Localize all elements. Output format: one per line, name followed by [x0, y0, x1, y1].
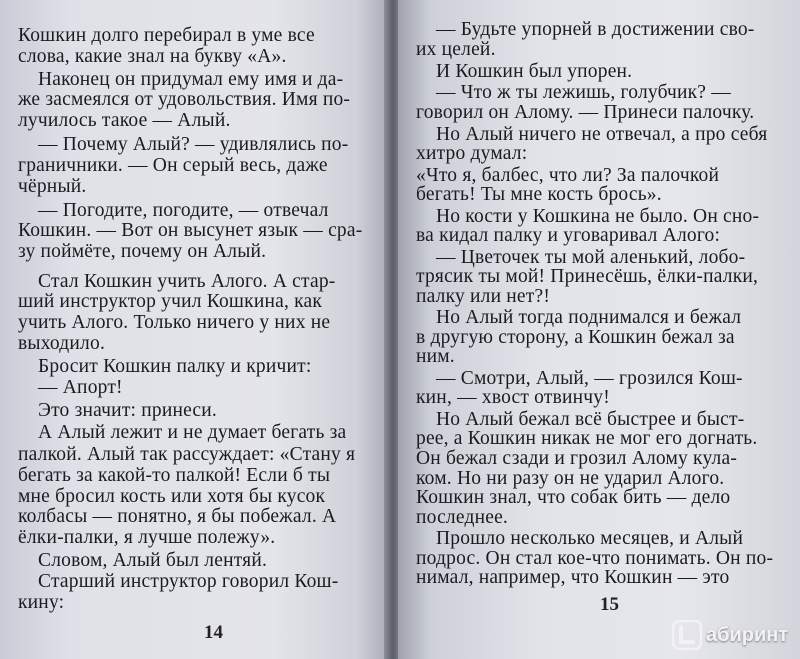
right-page-text-line: — Смотри, Алый, — грозился Кош- [436, 368, 743, 389]
left-page-text-line: Кошкин. — Вот он высунет язык — сра- [18, 220, 363, 241]
left-page-text-line: же засмеялся от удовольствия. Имя по- [18, 89, 351, 110]
left-page-text-line: — Почему Алый? — удивлялись по- [38, 134, 349, 155]
left-page-text-line: Стал Кошкин учить Алого. А стар- [38, 271, 336, 292]
left-page-text-line: лучилось такое — Алый. [18, 110, 231, 131]
left-page-text-line: выходило. [18, 333, 106, 354]
right-page-text-line: Он бежал сзади и грозил Алому кула- [416, 448, 738, 469]
right-page-text-line: кин, — хвост отвинчу! [416, 387, 610, 408]
left-page-text-line: бегать за какой-то палкой! Если б ты [18, 465, 331, 486]
left-page-text-line: чёрный. [18, 176, 87, 197]
watermark-text: абиринт [706, 623, 789, 646]
right-page-text-line: бегать! Ты мне кость брось». [416, 184, 662, 205]
right-page-text-line: трясик ты мой! Принесёшь, ёлки-палки, [416, 266, 759, 287]
left-page-text-line: зу поймёте, почему он Алый. [18, 241, 267, 262]
right-page-text-line: Но Алый ничего не отвечал, а про себя [436, 124, 768, 145]
right-page-text-line: ним. [416, 346, 455, 367]
right-page-text-line: в другую сторону, а Кошкин бежал за [416, 327, 735, 348]
left-page-text-line: мне бросил кость или хотя бы кусок [18, 486, 326, 507]
left-page-text-line: колбасы — понятно, я бы побежал. А [18, 506, 337, 527]
left-page-text-line: слова, какие знал на букву «А». [18, 46, 287, 67]
left-page-text-line: ший инструктор учил Кошкина, как [18, 291, 323, 312]
right-page-text-line: Но Алый бежал всё быстрее и быст- [436, 409, 745, 430]
left-page-number: 14 [204, 622, 223, 643]
right-page-text-line: «Что я, балбес, что ли? За палочкой [416, 165, 720, 186]
right-page-text-line: хитро думал: [416, 143, 528, 164]
right-page-text-line: Но Алый тогда поднимался и бежал [436, 307, 742, 328]
right-page-text-line: Прошло несколько месяцев, и Алый [436, 528, 744, 549]
left-page-text-line: — Погодите, погодите, — отвечал [38, 200, 329, 221]
left-page-text-line: кину: [18, 592, 65, 613]
labirint-watermark [672, 618, 794, 652]
left-page-text-line: — Апорт! [38, 377, 123, 398]
right-page-text-line: ком. Но ни разу он не ударил Алого. [416, 468, 725, 489]
left-page-text-line: Наконец он придумал ему имя и да- [38, 69, 344, 90]
right-page-text-line: Но кости у Кошкина не было. Он сно- [436, 206, 760, 227]
right-page-text-line: подрос. Он стал кое-что понимать. Он по- [416, 548, 774, 569]
right-page-text-line: рее, а Кошкин никак не мог его догнать. [416, 428, 758, 449]
right-page [398, 0, 800, 659]
left-page-text-line: Словом, Алый был лентяй. [38, 550, 268, 571]
right-page-text-line: их целей. [416, 39, 496, 60]
left-page-text-line: Кошкин долго перебирал в уме все [18, 25, 315, 46]
right-page-text-line: Кошкин знал, что собак бить — дело [416, 487, 731, 508]
right-page-text-line: палку или нет?! [416, 286, 551, 307]
left-page-text-line: палкой. Алый так рассуждает: «Стану я [18, 444, 356, 465]
right-page-number: 15 [600, 594, 619, 615]
left-page-text-line: ёлки-палки, я лучше полежу». [18, 527, 276, 548]
labyrinth-l-icon [672, 620, 702, 650]
left-page [0, 0, 388, 659]
right-page-text-line: И Кошкин был упорен. [436, 61, 633, 82]
left-page-text-line: граничники. — Он серый весь, даже [18, 155, 328, 176]
right-page-text-line: — Будьте упорней в достижении сво- [436, 19, 755, 40]
left-page-text-line: учить Алого. Только ничего у них не [18, 312, 331, 333]
right-page-text-line: — Цветочек ты мой аленький, лобо- [436, 247, 746, 268]
right-page-text-line: ва кидал палку и уговаривал Алого: [416, 225, 721, 246]
right-page-text-line: говорил он Алому. — Принеси палочку. [416, 102, 755, 123]
left-page-text-line: Бросит Кошкин палку и кричит: [38, 356, 312, 377]
right-page-text-line: нимал, например, что Кошкин — это [416, 567, 730, 588]
left-page-text-line: А Алый лежит и не думает бегать за [38, 422, 347, 443]
right-page-text-line: — Что ж ты лежишь, голубчик? — [436, 82, 731, 103]
left-page-text-line: Это значит: принеси. [38, 400, 217, 421]
right-page-text-line: последнее. [416, 507, 508, 528]
left-page-text-line: Старший инструктор говорил Кош- [38, 571, 339, 592]
